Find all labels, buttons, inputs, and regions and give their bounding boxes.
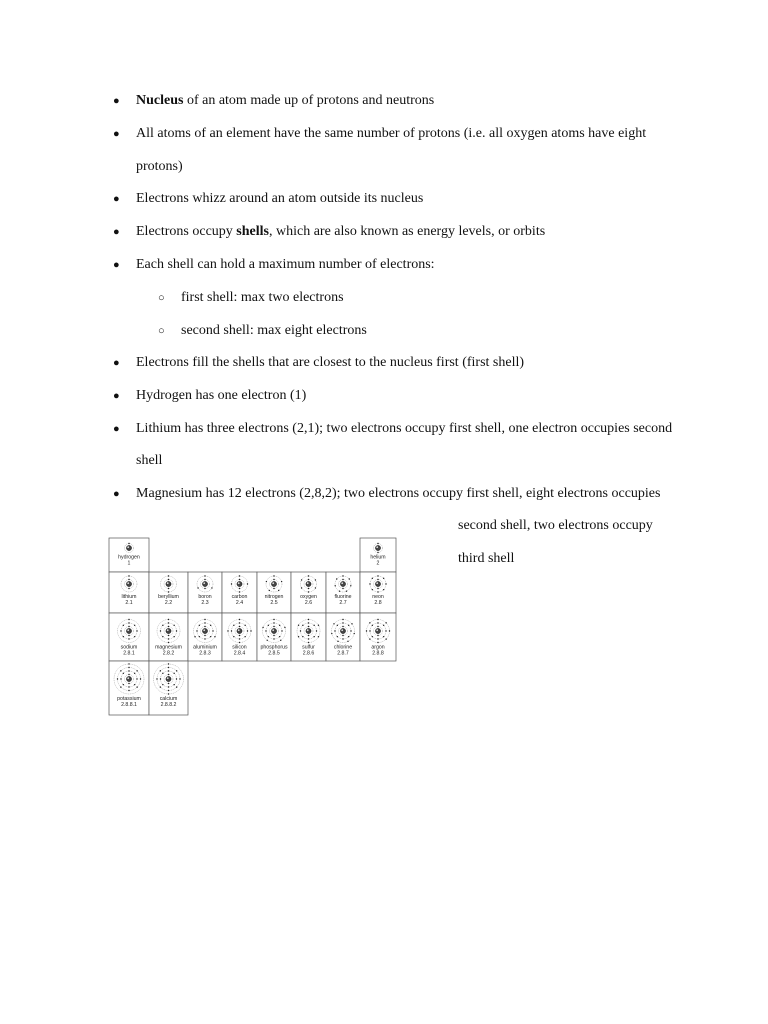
element-cell-sulfur [291, 613, 326, 661]
element-name: calcium [159, 696, 178, 702]
element-name: fluorine [334, 594, 352, 600]
bullet-text: , which are also known as energy levels, or orbits [268, 224, 546, 239]
bullet-dot: ● [113, 357, 120, 369]
element-cell-beryllium [149, 572, 188, 613]
bullet-nucleus [136, 92, 434, 110]
sub-bullet-circle: ○ [158, 325, 165, 337]
bullet-dot: ● [113, 128, 120, 140]
element-config: 2.4 [235, 600, 244, 606]
bullet-dot: ● [113, 193, 120, 205]
element-name: lithium [121, 594, 137, 600]
element-config: 2.8 [374, 600, 382, 606]
element-config: 2.8.3 [199, 650, 211, 657]
element-cell-oxygen [291, 572, 326, 613]
sub-bullet-first-shell: first shell: max two electrons [181, 290, 344, 305]
bullet-lithium-cont: shell [136, 453, 163, 468]
element-cell-hydrogen [109, 538, 149, 572]
element-name: phosphorus [260, 644, 288, 651]
element-name: boron [198, 594, 212, 600]
element-config: 2.8.2 [162, 650, 175, 657]
bullet-protons: All atoms of an element have the same number of protons (i.e. all oxygen atoms have eight [136, 126, 647, 141]
element-cell-magnesium [149, 613, 188, 661]
element-cell-helium [360, 538, 396, 572]
element-config: 2.3 [201, 600, 209, 606]
element-name: beryllium [158, 594, 179, 600]
bullet-dot: ● [113, 488, 120, 500]
sub-bullet-second-shell: second shell: max eight electrons [181, 323, 367, 338]
element-name: carbon [231, 594, 248, 600]
element-cell-chlorine [326, 613, 360, 661]
element-config: 2.8.8.2 [160, 702, 177, 708]
element-name: chlorine [333, 644, 353, 651]
bullet-magnesium: Magnesium has 12 electrons (2,8,2); two electrons occupy first shell, eight electrons occupies [136, 486, 661, 501]
bullet-dot: ● [113, 390, 120, 402]
element-name: sulfur [302, 644, 315, 651]
element-config: 2.8.6 [302, 650, 315, 657]
bullet-dot: ● [113, 95, 120, 107]
bold-term: shells [236, 224, 269, 239]
bullet-shells [136, 223, 545, 241]
element-name: argon [371, 644, 385, 651]
element-cell-sodium [109, 613, 149, 661]
element-config: 2.1 [125, 600, 133, 606]
element-name: silicon [232, 644, 247, 651]
bold-term: Nucleus [136, 93, 184, 108]
element-config: 2.7 [339, 600, 347, 606]
bullet-max-electrons: Each shell can hold a maximum number of electrons: [136, 257, 435, 272]
element-cell-nitrogen [257, 572, 291, 613]
bullet-fill-order: Electrons fill the shells that are closest to the nucleus first (first shell) [136, 355, 525, 370]
bullet-text: Electrons occupy [136, 224, 237, 239]
element-config: 2.8.4 [233, 650, 246, 657]
element-name: aluminium [193, 644, 217, 651]
element-cell-silicon [222, 613, 257, 661]
element-name: neon [372, 594, 384, 600]
bullet-magnesium-cont: second shell, two electrons occupy [458, 518, 653, 533]
element-cell-boron [188, 572, 222, 613]
element-config: 1 [127, 560, 131, 567]
bullet-protons-cont: protons) [136, 159, 183, 174]
bullet-dot: ● [113, 259, 120, 271]
element-cell-neon [360, 572, 396, 613]
element-cell-potassium [109, 661, 149, 715]
element-cell-phosphorus [257, 613, 291, 661]
bullet-lithium: Lithium has three electrons (2,1); two electrons occupy first shell, one electron occupies second [136, 421, 673, 436]
element-name: magnesium [155, 644, 182, 651]
element-name: hydrogen [118, 554, 140, 561]
bullet-dot: ● [113, 226, 120, 238]
element-config: 2.5 [270, 600, 278, 606]
element-cell-argon [360, 613, 396, 661]
bullet-text: of an atom made up of protons and neutrons [183, 93, 435, 108]
electron-shell-table [108, 537, 398, 719]
element-config: 2.6 [304, 600, 313, 606]
element-name: potassium [117, 696, 141, 702]
element-cell-lithium [109, 572, 149, 613]
element-config: 2.8.8.1 [121, 702, 137, 708]
element-name: nitrogen [264, 594, 284, 600]
element-config: 2.8.7 [337, 650, 349, 657]
bullet-hydrogen: Hydrogen has one electron (1) [136, 388, 307, 403]
bullet-dot: ● [113, 423, 120, 435]
element-config: 2.2 [164, 600, 173, 606]
element-name: oxygen [300, 594, 317, 600]
element-cell-aluminium [188, 613, 222, 661]
bullet-electrons-whizz: Electrons whizz around an atom outside its nucleus [136, 191, 424, 206]
element-config: 2.8.8 [372, 650, 384, 657]
bullet-magnesium-cont2: third shell [458, 551, 515, 566]
element-config: 2 [376, 560, 380, 567]
element-name: sodium [120, 644, 138, 651]
element-cell-carbon [222, 572, 257, 613]
element-config: 2.8.1 [123, 650, 135, 657]
element-name: helium [370, 554, 386, 561]
sub-bullet-circle: ○ [158, 292, 165, 304]
element-cell-calcium [149, 661, 188, 715]
element-cell-fluorine [326, 572, 360, 613]
element-config: 2.8.5 [268, 650, 280, 657]
